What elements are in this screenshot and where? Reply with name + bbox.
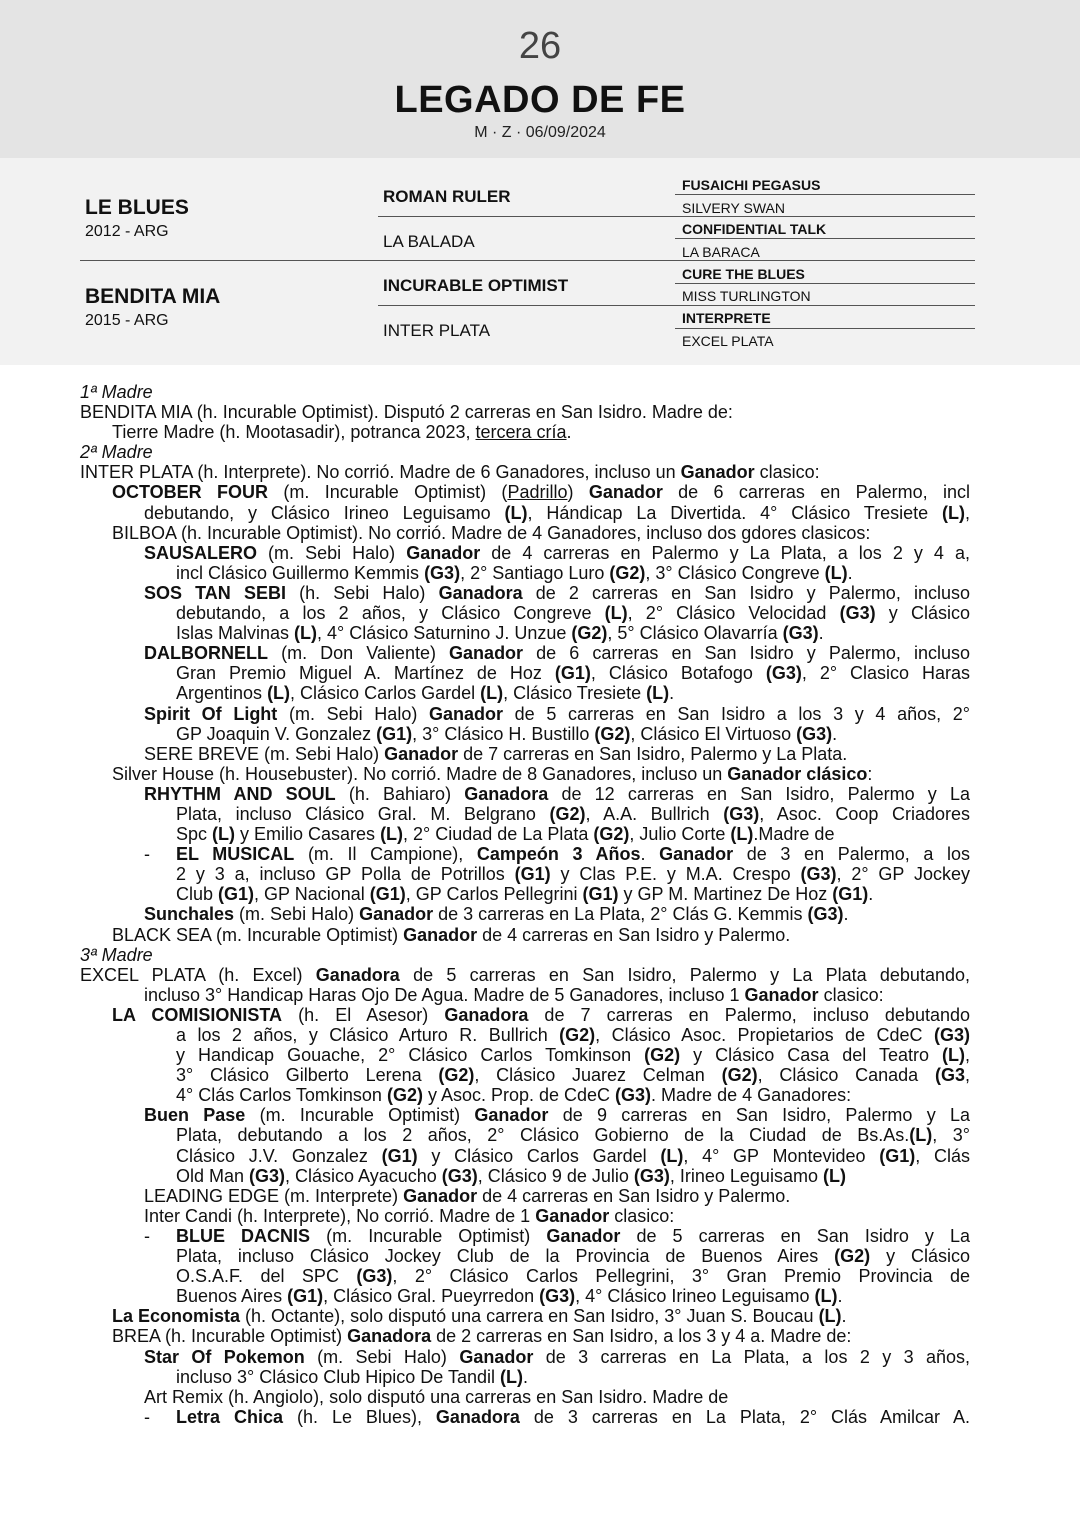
text-line: - BLUE DACNIS (m. Incurable Optimist) Ganador de 5 carreras en San Isidro y La <box>144 1225 971 1246</box>
divider <box>378 216 675 217</box>
text-line: 4° Clás Carlos Tomkinson (G2) y Asoc. Prop. de CdeC (G3). Madre de 4 Ganadores: <box>176 1085 852 1106</box>
text-line: Old Man (G3), Clásico Ayacucho (G3), Clásico 9 de Julio (G3), Irineo Leguisamo (L) <box>176 1165 846 1186</box>
text-line: LA COMISIONISTA (h. El Asesor) Ganadora de 7 carreras en Palermo, incluso debutando <box>112 1004 971 1025</box>
text-line: y Handicap Gouache, 2° Clásico Carlos Tomkinson (G2) y Clásico Casa del Teatro (L), <box>176 1045 970 1066</box>
text-line: Art Remix (h. Angiolo), solo disputó una carreras en San Isidro. Madre de <box>144 1386 729 1407</box>
text-line: BENDITA MIA (h. Incurable Optimist). Disputó 2 carreras en San Isidro. Madre de: <box>80 402 733 423</box>
text-line: Plata, debutando a los 2 años, 2° Clásico Gobierno de la Ciudad de Bs.As.(L), 3° <box>176 1125 970 1146</box>
text-line: INTER PLATA (h. Interprete). No corrió. Madre de 6 Ganadores, incluso un Ganador clasico: <box>80 462 820 483</box>
text-line: RHYTHM AND SOUL (h. Bahiaro) Ganadora de 12 carreras en San Isidro, Palermo y La <box>144 783 970 804</box>
text-line: BLACK SEA (m. Incurable Optimist) Ganador de 4 carreras en San Isidro y Palermo. <box>112 924 791 945</box>
text-line: debutando, a los 2 años, y Clásico Congreve (L), 2° Clásico Velocidad (G3) y Clásico <box>176 603 970 624</box>
gen3-8: EXCEL PLATA <box>682 333 774 349</box>
text-line: - EL MUSICAL (m. Il Campione), Campeón 3 Años. Ganador de 3 en Palermo, a los <box>144 844 971 865</box>
horse-name: LEGADO DE FE <box>394 79 686 121</box>
gen3-5: CURE THE BLUES <box>682 266 805 282</box>
lot-number: 26 <box>518 25 562 67</box>
divider <box>675 260 975 261</box>
text-line: LEADING EDGE (m. Interprete) Ganador de 4 carreras en San Isidro y Palermo. <box>144 1185 791 1206</box>
text-line: GP Joaquin V. Gonzalez (G1), 3° Clásico H. Bustillo (G2), Clásico El Virtuoso (G3). <box>176 723 838 744</box>
gen3-6: MISS TURLINGTON <box>682 288 811 304</box>
horse-info: M · Z · 06/09/2024 <box>474 124 606 141</box>
divider <box>675 194 975 195</box>
text-line: 3° Clásico Gilberto Lerena (G2), Clásico Juarez Celman (G2), Clásico Canada (G3, <box>176 1065 971 1086</box>
dam-info: 2015 - ARG <box>85 312 169 329</box>
text-line: SOS TAN SEBI (h. Sebi Halo) Ganadora de 2 carreras en San Isidro y Palermo, incluso <box>144 582 970 603</box>
text-line: - Letra Chica (h. Le Blues), Ganadora de 3 carreras en La Plata, 2° Clás Amilcar A. <box>144 1406 970 1427</box>
text-line: Buen Pase (m. Incurable Optimist) Ganador de 9 carreras en San Isidro, Palermo y La <box>144 1105 970 1126</box>
text-line: Argentinos (L), Clásico Carlos Gardel (L), Clásico Tresiete (L). <box>176 683 675 704</box>
gen3-1: FUSAICHI PEGASUS <box>682 177 821 193</box>
text-line: BREA (h. Incurable Optimist) Ganadora de 2 carreras en San Isidro, a los 3 y 4 a. Madre de: <box>112 1326 852 1347</box>
divider <box>675 328 975 329</box>
gen2-dam-sire: INCURABLE OPTIMIST <box>383 276 569 295</box>
text-line: O.S.A.F. del SPC (G3), 2° Clásico Carlos Pellegrini, 3° Gran Premio Provincia de <box>176 1266 970 1287</box>
text-line: Buenos Aires (G1), Clásico Gral. Pueyrredon (G3), 4° Clásico Irineo Leguisamo (L). <box>176 1286 843 1307</box>
text-line: Gran Premio Miguel A. Martínez de Hoz (G1), Clásico Botafogo (G3), 2° Clasico Haras <box>176 663 970 684</box>
text-line: Silver House (h. Housebuster). No corrió. Madre de 8 Ganadores, incluso un Ganador clásico: <box>112 763 873 784</box>
text-line: 2 y 3 a, incluso GP Polla de Potrillos (G1) y Clas P.E. y M.A. Crespo (G3), 2° GP Jockey <box>176 864 970 885</box>
gen2-dam-dam: INTER PLATA <box>383 321 491 340</box>
text-line: Spc (L) y Emilio Casares (L), 2° Ciudad de La Plata (G2), Julio Corte (L).Madre de <box>176 824 835 845</box>
text-line: Plata, incluso Clásico Jockey Club de la Provincia de Buenos Aires (G2) y Clásico <box>176 1246 970 1267</box>
text-line: incl Clásico Guillermo Kemmis (G3), 2° Santiago Luro (G2), 3° Clásico Congreve (L). <box>176 562 853 583</box>
text-line: Spirit Of Light (m. Sebi Halo) Ganador de 5 carreras en San Isidro a los 3 y 4 años, 2° <box>144 703 970 724</box>
page-header <box>0 0 1080 158</box>
text-line: Sunchales (m. Sebi Halo) Ganador de 3 carreras en La Plata, 2° Clás G. Kemmis (G3). <box>144 904 849 925</box>
pedigree-table <box>0 158 1080 365</box>
divider <box>675 238 975 239</box>
text-line: SAUSALERO (m. Sebi Halo) Ganador de 4 carreras en Palermo y La Plata, a los 2 y 4 a, <box>144 542 970 563</box>
gen3-3: CONFIDENTIAL TALK <box>682 221 827 237</box>
divider <box>675 216 975 217</box>
section-heading: 1ª Madre <box>80 382 153 402</box>
text-line: OCTOBER FOUR (m. Incurable Optimist) (Padrillo) Ganador de 6 carreras en Palermo, incl <box>112 482 970 503</box>
divider <box>675 305 975 306</box>
text-line: DALBORNELL (m. Don Valiente) Ganador de 6 carreras en San Isidro y Palermo, incluso <box>144 643 970 664</box>
gen2-sire-dam: LA BALADA <box>383 232 475 251</box>
text-line: incluso 3° Handicap Haras Ojo De Agua. Madre de 5 Ganadores, incluso 1 Ganador clasico: <box>144 984 884 1005</box>
text-line: Club (G1), GP Nacional (G1), GP Carlos Pellegrini (G1) y GP M. Martinez De Hoz (G1). <box>176 884 874 905</box>
text-line: SERE BREVE (m. Sebi Halo) Ganador de 7 carreras en San Isidro, Palermo y La Plata. <box>144 743 848 764</box>
sire-info: 2012 - ARG <box>85 223 169 240</box>
divider <box>675 283 975 284</box>
gen2-sire-sire: ROMAN RULER <box>383 187 511 206</box>
text-line: incluso 3° Clásico Club Hipico De Tandil (L). <box>176 1366 529 1387</box>
section-heading: 2ª Madre <box>80 442 153 463</box>
text-line: a los 2 años, y Clásico Arturo R. Bullrich (G2), Clásico Asoc. Propietarios de CdeC (G3) <box>176 1025 970 1045</box>
text-line: Inter Candi (h. Interprete), No corrió. Madre de 1 Ganador clasico: <box>144 1205 675 1226</box>
divider <box>378 305 675 306</box>
section-heading: 3ª Madre <box>80 944 153 965</box>
sire-name: LE BLUES <box>85 196 189 219</box>
text-line: EXCEL PLATA (h. Excel) Ganadora de 5 carreras en San Isidro, Palermo y La Plata debutando, <box>80 964 970 985</box>
text-line: Plata, incluso Clásico Gral. M. Belgrano (G2), A.A. Bullrich (G3), Asoc. Coop Criadores <box>176 803 971 824</box>
text-line: La Economista (h. Octante), solo disputó una carrera en San Isidro, 3° Juan S. Boucau (L). <box>112 1306 847 1327</box>
text-line: debutando, y Clásico Irineo Leguisamo (L), Hándicap La Divertida. 4° Clásico Tresiete (L), <box>144 502 970 523</box>
gen3-4: LA BARACA <box>682 244 760 260</box>
text-line: Clásico J.V. Gonzalez (G1) y Clásico Carlos Gardel (L), 4° GP Montevideo (G1), Clás <box>176 1145 970 1166</box>
text-line: Star Of Pokemon (m. Sebi Halo) Ganador de 3 carreras en La Plata, a los 2 y 3 años, <box>144 1346 970 1367</box>
gen3-7: INTERPRETE <box>682 310 771 326</box>
dam-name: BENDITA MIA <box>85 285 221 308</box>
gen3-2: SILVERY SWAN <box>682 200 785 216</box>
text-line: Islas Malvinas (L), 4° Clásico Saturnino J. Unzue (G2), 5° Clásico Olavarría (G3). <box>176 623 824 644</box>
text-line: Tierre Madre (h. Mootasadir), potranca 2023, tercera cría. <box>112 422 572 443</box>
family-description <box>80 382 970 1427</box>
text-line: BILBOA (h. Incurable Optimist). No corrió. Madre de 4 Ganadores, incluso dos gdores clasicos: <box>112 522 871 543</box>
